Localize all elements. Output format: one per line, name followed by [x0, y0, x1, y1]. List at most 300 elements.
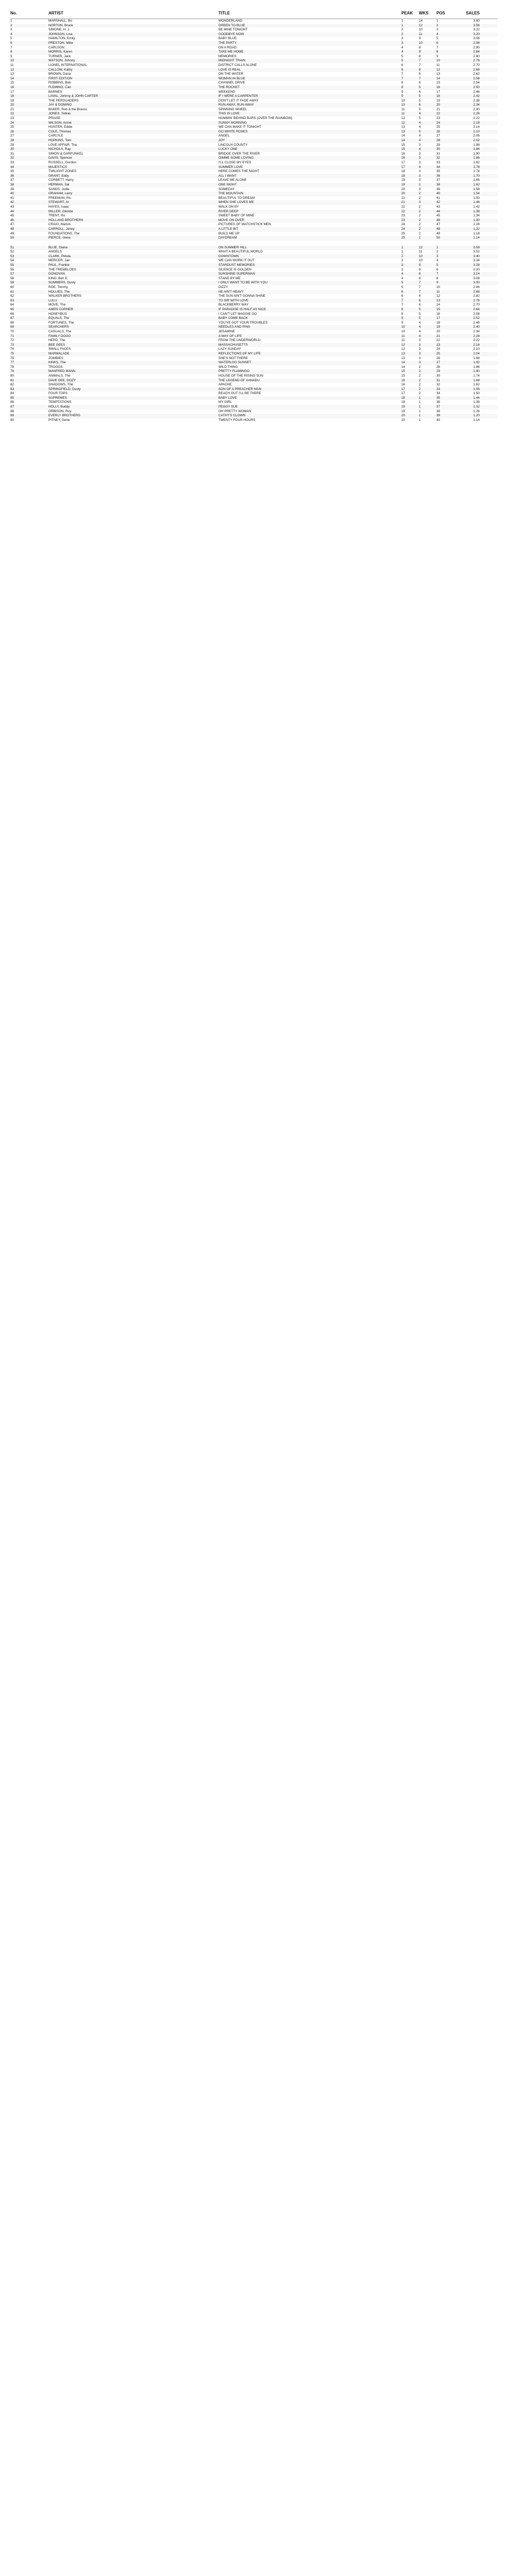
row-title: IF PARADISE IS HALF AS NICE	[218, 308, 266, 311]
row-peak: 18	[401, 396, 405, 400]
row-pos: 5	[436, 37, 438, 41]
row-pos: 23	[436, 116, 441, 121]
row-weeks: 4	[419, 325, 421, 329]
row-artist: HOPKINS, Tom	[48, 139, 72, 143]
row-value: 2.22	[473, 338, 480, 343]
row-title: LUCKY ONE	[218, 147, 238, 151]
row-pos: 31	[436, 151, 441, 156]
row-idx	[34, 330, 48, 334]
row-artist: BROWN, Dana	[48, 72, 71, 76]
table-row	[10, 396, 498, 401]
row-no: 88	[10, 409, 14, 413]
row-weeks: 6	[419, 90, 421, 94]
row-peak: 22	[401, 209, 405, 213]
row-artist: CORBETT, Harry	[48, 178, 74, 182]
row-artist: PRESTON, Mike	[48, 41, 73, 45]
row-no: 66	[10, 312, 14, 316]
row-idx	[34, 86, 48, 90]
row-idx	[34, 134, 48, 139]
row-value: 3.56	[473, 23, 480, 27]
row-peak: 11	[401, 334, 405, 338]
row-pos: 4	[436, 259, 438, 263]
row-idx	[34, 174, 48, 179]
row-value: 1.34	[473, 214, 480, 218]
row-pos: 13	[436, 298, 441, 302]
table-row	[10, 379, 498, 383]
row-title: YOU'VE GOT YOUR TROUBLES	[218, 320, 268, 325]
row-idx	[34, 143, 48, 148]
row-artist: ZOMBIES	[48, 356, 63, 360]
row-weeks: 2	[419, 214, 421, 218]
row-idx	[34, 63, 48, 68]
row-no: 15	[10, 81, 14, 85]
row-weeks: 14	[419, 19, 423, 23]
row-idx	[34, 277, 48, 281]
table-row	[10, 192, 498, 196]
row-idx	[34, 236, 48, 241]
row-no: 33	[10, 161, 14, 164]
row-no: 69	[10, 325, 14, 329]
row-pos: 34	[436, 165, 441, 169]
row-no: 20	[10, 103, 14, 107]
table-row	[10, 152, 498, 157]
table-row	[10, 139, 498, 143]
row-artist: JAY & DOMINO	[48, 103, 72, 107]
table-row	[10, 343, 498, 348]
row-artist: BARNES	[48, 90, 62, 94]
row-peak: 24	[401, 223, 405, 227]
table-row	[10, 263, 498, 268]
row-idx	[34, 352, 48, 357]
row-value: 3.00	[473, 281, 480, 285]
row-weeks: 1	[419, 409, 421, 413]
row-title: OH PRETTY WOMAN	[218, 409, 251, 413]
row-title: CHANNEL DRIVE	[218, 81, 245, 85]
row-pos: 46	[436, 218, 441, 222]
row-pos: 3	[436, 28, 438, 32]
row-weeks: 3	[419, 151, 421, 156]
row-idx	[34, 369, 48, 374]
row-peak: 13	[401, 125, 405, 129]
row-weeks: 8	[419, 272, 421, 276]
row-pos: 9	[436, 281, 438, 285]
row-value: 2.10	[473, 347, 480, 351]
table-row	[10, 410, 498, 414]
row-idx	[34, 334, 48, 339]
row-no: 17	[10, 90, 14, 94]
row-weeks: 5	[419, 116, 421, 121]
row-idx	[34, 28, 48, 32]
header-value: SALES	[466, 10, 480, 15]
row-idx	[34, 268, 48, 273]
row-artist: MANFRED MANN	[48, 369, 76, 374]
row-idx	[34, 410, 48, 414]
row-artist: HUNTER, Eddie	[48, 125, 73, 129]
row-no: 31	[10, 151, 14, 156]
row-idx	[34, 192, 48, 196]
row-peak: 1	[401, 250, 403, 254]
row-no: 68	[10, 320, 14, 325]
row-peak: 10	[401, 329, 405, 333]
row-idx	[34, 379, 48, 383]
row-artist: HONEYBUS	[48, 312, 67, 316]
row-title: DOWNTOWN	[218, 254, 239, 258]
row-pos: 20	[436, 103, 441, 107]
row-value: 2.84	[473, 50, 480, 54]
table-row	[10, 325, 498, 330]
table-row	[10, 312, 498, 317]
row-artist: HOLLIES, The	[48, 290, 70, 294]
row-pos: 1	[436, 19, 438, 23]
table-row	[10, 400, 498, 405]
row-peak: 25	[401, 231, 405, 235]
table-row	[10, 188, 498, 192]
row-pos: 24	[436, 347, 441, 351]
row-weeks: 9	[419, 50, 421, 54]
row-no: 2	[10, 23, 12, 27]
row-peak: 22	[401, 205, 405, 209]
row-pos: 29	[436, 143, 441, 147]
table-row	[10, 72, 498, 77]
table-row	[10, 112, 498, 116]
row-artist: PAUL, Frankie	[48, 263, 70, 267]
row-artist: SHADOWS, The	[48, 383, 73, 387]
table-row	[10, 50, 498, 55]
row-weeks: 6	[419, 298, 421, 302]
table-row	[10, 183, 498, 188]
row-title: HOUSE OF THE RISING SUN	[218, 374, 263, 378]
row-value: 2.06	[473, 134, 480, 138]
row-pos: 22	[436, 338, 441, 343]
row-value: 1.62	[473, 182, 480, 187]
row-value: 1.58	[473, 187, 480, 191]
row-artist: CARLYLE	[48, 134, 63, 138]
row-pos: 36	[436, 174, 441, 178]
row-title: WALK ON BY	[218, 205, 239, 209]
row-idx	[34, 361, 48, 365]
row-no: 13	[10, 72, 14, 76]
row-value: 1.20	[473, 414, 480, 418]
row-title: WEEKEND	[218, 90, 235, 94]
row-weeks: 3	[419, 174, 421, 178]
row-title: BABY LOVE	[218, 396, 237, 400]
row-no: 49	[10, 231, 14, 235]
row-artist: DAVE DEE, DOZY	[48, 378, 76, 382]
row-weeks: 9	[419, 37, 421, 41]
row-value: 2.66	[473, 67, 480, 72]
row-no: 14	[10, 76, 14, 80]
row-title: HE AIN'T HEAVY	[218, 290, 244, 294]
row-idx	[34, 338, 48, 343]
row-pos: 36	[436, 400, 441, 404]
row-peak: 6	[401, 294, 403, 298]
row-peak: 19	[401, 409, 405, 413]
table-row	[10, 32, 498, 37]
row-peak: 17	[401, 165, 405, 169]
row-pos: 41	[436, 196, 441, 200]
table-row	[10, 281, 498, 285]
row-no: 90	[10, 418, 14, 422]
row-weeks: 2	[419, 218, 421, 222]
header-pos: POS	[436, 10, 445, 15]
row-weeks: 2	[419, 387, 421, 391]
table-row	[10, 24, 498, 28]
row-peak: 15	[401, 147, 405, 151]
row-value: 2.88	[473, 290, 480, 294]
row-no: 35	[10, 170, 14, 174]
row-idx	[34, 357, 48, 361]
row-peak: 4	[401, 45, 403, 49]
row-title: BRIDGE OVER THE RIVER	[218, 151, 260, 156]
row-artist: NORTON, Bruce	[48, 23, 73, 27]
row-title: I CAN'T LET MAGGIE GO	[218, 312, 257, 316]
row-value: 3.52	[473, 250, 480, 254]
row-pos: 37	[436, 178, 441, 182]
row-artist: TWILIGHT ZONES	[48, 170, 77, 174]
table-row	[10, 299, 498, 303]
row-title: WOMAN IN BLUE	[218, 76, 245, 80]
row-title: ON SUMMER HILL	[218, 245, 247, 249]
row-no: 6	[10, 41, 12, 45]
row-idx	[34, 316, 48, 321]
row-artist: JOHNSON, Lisa	[48, 32, 73, 36]
row-weeks: 7	[419, 63, 421, 67]
row-no: 62	[10, 294, 14, 298]
row-no: 80	[10, 374, 14, 378]
row-value: 1.82	[473, 161, 480, 164]
row-weeks: 2	[419, 231, 421, 235]
row-peak: 20	[401, 418, 405, 422]
row-value: 3.20	[473, 267, 480, 272]
table-row	[10, 290, 498, 295]
row-idx	[34, 24, 48, 28]
row-weeks: 6	[419, 103, 421, 107]
row-value: 1.14	[473, 418, 480, 422]
row-no: 86	[10, 400, 14, 404]
row-pos: 19	[436, 98, 441, 103]
row-no: 87	[10, 405, 14, 409]
row-artist: HOLLAND BROTHERS	[48, 218, 83, 222]
row-artist: KING, Ben E.	[48, 276, 69, 280]
row-peak: 15	[401, 143, 405, 147]
row-idx	[34, 165, 48, 170]
row-idx	[34, 77, 48, 81]
row-weeks: 1	[419, 414, 421, 418]
row-artist: FREEMAN, Ric	[48, 196, 72, 200]
row-no: 25	[10, 125, 14, 129]
row-idx	[34, 299, 48, 303]
row-weeks: 4	[419, 112, 421, 116]
row-artist: BEE GEES	[48, 343, 65, 347]
row-idx	[34, 116, 48, 121]
row-title: ON THE WATER	[218, 72, 244, 76]
row-idx	[34, 147, 48, 152]
row-weeks: 5	[419, 94, 421, 98]
row-peak: 4	[401, 276, 403, 280]
row-weeks: 3	[419, 356, 421, 360]
row-weeks: 9	[419, 263, 421, 267]
row-title: RUN AWAY, RUN AWAY	[218, 103, 255, 107]
row-weeks: 2	[419, 369, 421, 374]
row-no: 24	[10, 121, 14, 125]
row-value: 1.38	[473, 209, 480, 213]
row-artist: NICHOLS, Ray	[48, 147, 71, 151]
row-idx	[34, 214, 48, 218]
row-no: 79	[10, 369, 14, 374]
row-weeks: 2	[419, 182, 421, 187]
row-no: 51	[10, 245, 14, 249]
row-no: 50	[10, 236, 14, 240]
row-no: 75	[10, 351, 14, 355]
row-peak: 20	[401, 192, 405, 196]
row-pos: 2	[436, 250, 438, 254]
row-pos: 19	[436, 325, 441, 329]
row-peak: 1	[401, 23, 403, 27]
row-value: 3.58	[473, 245, 480, 249]
row-peak: 3	[401, 41, 403, 45]
row-weeks: 6	[419, 72, 421, 76]
row-idx	[34, 259, 48, 263]
row-pos: 28	[436, 139, 441, 143]
chart-table	[10, 19, 498, 422]
row-artist: HERMAN, Sal	[48, 182, 70, 187]
row-peak: 3	[401, 267, 403, 272]
row-idx	[34, 374, 48, 379]
row-artist: MARMALADE	[48, 351, 70, 355]
row-idx	[34, 405, 48, 410]
row-value: 2.50	[473, 85, 480, 89]
table-row	[10, 268, 498, 273]
row-value: 1.70	[473, 174, 480, 178]
row-pos: 17	[436, 316, 441, 320]
row-artist: SIMON & GARFUNKEL	[48, 151, 83, 156]
row-idx	[34, 312, 48, 317]
row-idx	[34, 232, 48, 236]
header-artist: ARTIST	[48, 10, 63, 15]
row-artist: CRAIG, Marion	[48, 223, 71, 227]
row-weeks: 4	[419, 147, 421, 151]
row-title: ANGEL	[218, 134, 230, 138]
row-title: LOVE IS REAL	[218, 67, 241, 72]
row-no: 38	[10, 182, 14, 187]
row-title: BABY BLUE	[218, 37, 237, 41]
row-pos: 22	[436, 112, 441, 116]
row-value: 1.30	[473, 218, 480, 222]
table-row	[10, 125, 498, 130]
table-row	[10, 94, 498, 99]
row-weeks: 4	[419, 125, 421, 129]
row-artist: HAMILTON, Emily	[48, 37, 75, 41]
row-peak: 3	[401, 263, 403, 267]
row-pos: 30	[436, 147, 441, 151]
row-idx	[34, 325, 48, 330]
row-artist: STEWART, Al	[48, 200, 69, 205]
row-value: 1.26	[473, 223, 480, 227]
row-no: 77	[10, 361, 14, 365]
table-row	[10, 116, 498, 121]
row-artist: SEARCHERS	[48, 325, 69, 329]
row-weeks: 1	[419, 405, 421, 409]
row-pos: 20	[436, 329, 441, 333]
row-weeks: 2	[419, 223, 421, 227]
row-title: ONE NIGHT	[218, 182, 237, 187]
row-title: LINCOLN COUNTY	[218, 143, 248, 147]
row-peak: 7	[401, 76, 403, 80]
row-idx	[34, 205, 48, 210]
row-title: GOODBYE NOW	[218, 32, 244, 36]
row-no: 83	[10, 387, 14, 391]
row-artist: CARLSON	[48, 45, 64, 49]
row-idx	[34, 170, 48, 174]
row-pos: 14	[436, 76, 441, 80]
table-row	[10, 250, 498, 255]
table-row	[10, 41, 498, 46]
row-no: 5	[10, 37, 12, 41]
row-weeks: 7	[419, 281, 421, 285]
row-no: 8	[10, 50, 12, 54]
row-title: THE LEGEND OF XANADU	[218, 378, 260, 382]
row-artist: FAMILY DOGG	[48, 334, 71, 338]
row-artist: COLE, Thomas	[48, 129, 71, 133]
row-idx	[34, 321, 48, 326]
table-row	[10, 55, 498, 59]
row-artist: PRAISE	[48, 116, 61, 121]
row-value: 2.70	[473, 303, 480, 307]
row-title: BE MINE TONIGHT	[218, 28, 248, 32]
row-weeks: 3	[419, 347, 421, 351]
row-artist: EVERLY BROTHERS	[48, 414, 80, 418]
row-title: I'LL CLOSE MY EYES	[218, 161, 251, 164]
table-row	[10, 255, 498, 259]
row-title: SUNSHINE SUPERMAN	[218, 272, 256, 276]
row-weeks: 10	[419, 259, 423, 263]
row-pos: 7	[436, 272, 438, 276]
row-pos: 12	[436, 67, 441, 72]
row-pos: 5	[436, 263, 438, 267]
row-no: 45	[10, 214, 14, 218]
row-value: 2.34	[473, 103, 480, 107]
row-artist: SPRINGFIELD, Dusty	[48, 387, 81, 391]
row-peak: 9	[401, 316, 403, 320]
table-row	[10, 161, 498, 165]
row-no: 72	[10, 338, 14, 343]
row-value: 1.26	[473, 409, 480, 413]
row-no: 54	[10, 259, 14, 263]
row-pos: 38	[436, 182, 441, 187]
row-no: 59	[10, 281, 14, 285]
row-idx	[34, 347, 48, 352]
section-break	[10, 241, 498, 246]
table-row	[10, 285, 498, 290]
table-row	[10, 59, 498, 63]
row-weeks: 4	[419, 329, 421, 333]
row-value: 1.56	[473, 387, 480, 391]
table-row	[10, 121, 498, 126]
row-idx	[34, 112, 48, 116]
table-row	[10, 227, 498, 232]
row-peak: 25	[401, 236, 405, 240]
row-weeks: 6	[419, 303, 421, 307]
row-weeks: 5	[419, 98, 421, 103]
row-idx	[34, 37, 48, 41]
row-idx	[34, 161, 48, 165]
row-artist: JONES, Tobias	[48, 112, 71, 116]
row-title: MEMORIES	[218, 54, 236, 58]
row-value: 1.44	[473, 396, 480, 400]
row-artist: MAJESTICS	[48, 165, 67, 169]
row-no: 37	[10, 178, 14, 182]
table-row	[10, 170, 498, 174]
